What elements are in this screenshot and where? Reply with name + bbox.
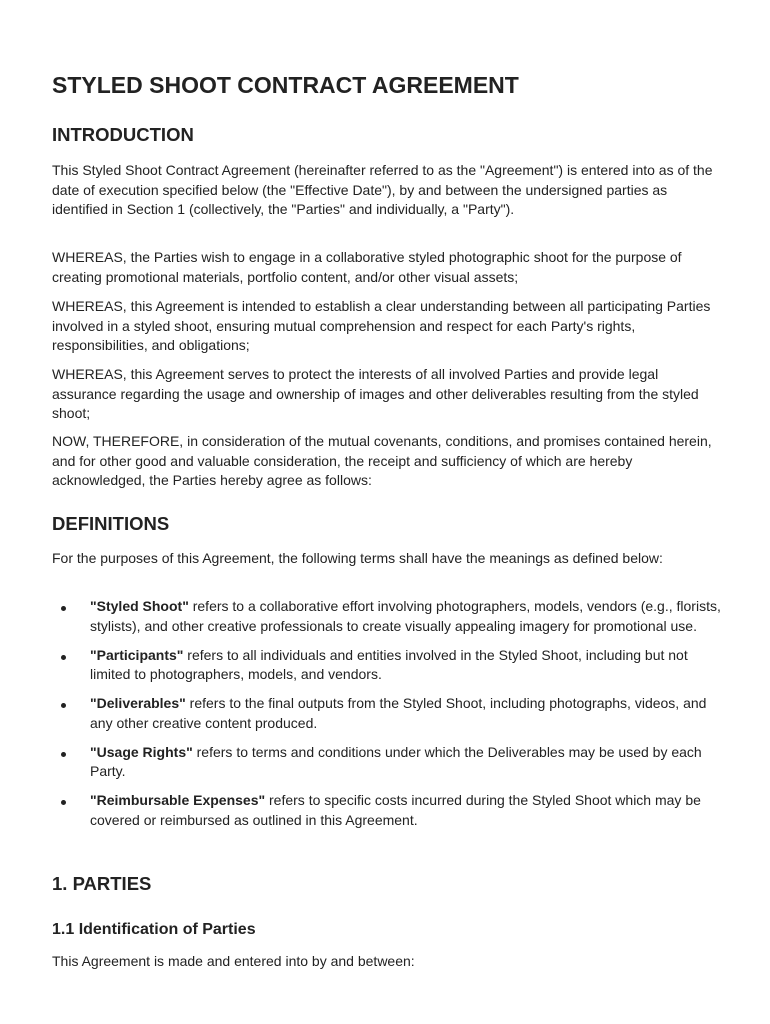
- bullet-icon: [61, 752, 66, 757]
- definition-item-usage-rights: [52, 743, 722, 782]
- bullet-icon: [61, 703, 66, 708]
- parties-subheading: 1.1 Identification of Parties: [52, 921, 256, 938]
- whereas-paragraph-2: WHEREAS, this Agreement is intended to establish a clear understanding between all participating Parties involved in a styled shoot, ensuring mutual comprehension and respect for each Party's rights, responsibilities, and obligations;: [52, 298, 711, 353]
- parties-heading: 1. PARTIES: [52, 873, 152, 894]
- introduction-heading: INTRODUCTION: [52, 124, 194, 145]
- definitions-list: [52, 597, 722, 840]
- definition-item-deliverables: [52, 694, 722, 733]
- definition-term: "Styled Shoot": [90, 598, 189, 614]
- definition-term: "Reimbursable Expenses": [90, 792, 266, 808]
- whereas-paragraph-3: WHEREAS, this Agreement serves to protect the interests of all involved Parties and provide legal assurance regarding the usage and ownership of images and other deliverables resulting from the styled shoot;: [52, 366, 699, 421]
- bullet-icon: [61, 800, 66, 805]
- definitions-heading: DEFINITIONS: [52, 513, 170, 534]
- parties-paragraph: This Agreement is made and entered into by and between:: [52, 953, 415, 969]
- definition-term: "Usage Rights": [90, 743, 193, 760]
- definition-term: "Deliverables": [90, 695, 186, 711]
- definition-item-participants: [52, 646, 722, 685]
- bullet-icon: [61, 655, 66, 660]
- definition-text: refers to terms and conditions under which the Deliverables may be used by each Party.: [90, 743, 702, 779]
- bullet-icon: [61, 606, 66, 611]
- definitions-intro: For the purposes of this Agreement, the following terms shall have the meanings as defined below:: [52, 550, 663, 566]
- definition-text: refers to the final outputs from the Styled Shoot, including photographs, videos, and any other creative content produced.: [90, 695, 707, 731]
- definition-term: "Participants": [90, 646, 184, 663]
- definition-item-styled-shoot: [52, 597, 722, 636]
- definition-item-reimbursable-expenses: [52, 791, 722, 830]
- introduction-paragraph-1: This Styled Shoot Contract Agreement (hereinafter referred to as the "Agreement") is entered into as of the date of execution specified below (the "Effective Date"), by and between the undersigned parties as identified in Section 1 (collectively, the "Parties" and individually, a "Party").: [52, 162, 713, 217]
- document-title: STYLED SHOOT CONTRACT AGREEMENT: [52, 72, 519, 98]
- definition-text: refers to all individuals and entities involved in the Styled Shoot, including but not limited to photographers, models, and vendors.: [90, 646, 688, 682]
- now-therefore-paragraph: NOW, THEREFORE, in consideration of the mutual covenants, conditions, and promises contained herein, and for other good and valuable consideration, the receipt and sufficiency of which are hereby acknowledged, the Parties hereby agree as follows:: [52, 433, 712, 488]
- definition-text: refers to specific costs incurred during the Styled Shoot which may be covered or reimbursed as outlined in this Agreement.: [90, 792, 701, 828]
- definition-text: refers to a collaborative effort involving photographers, models, vendors (e.g., florists, stylists), and other creative professionals to create visually appealing imagery for promotional use.: [90, 598, 721, 634]
- whereas-paragraph-1: WHEREAS, the Parties wish to engage in a collaborative styled photographic shoot for the purpose of creating promotional materials, portfolio content, and/or other visual assets;: [52, 249, 682, 285]
